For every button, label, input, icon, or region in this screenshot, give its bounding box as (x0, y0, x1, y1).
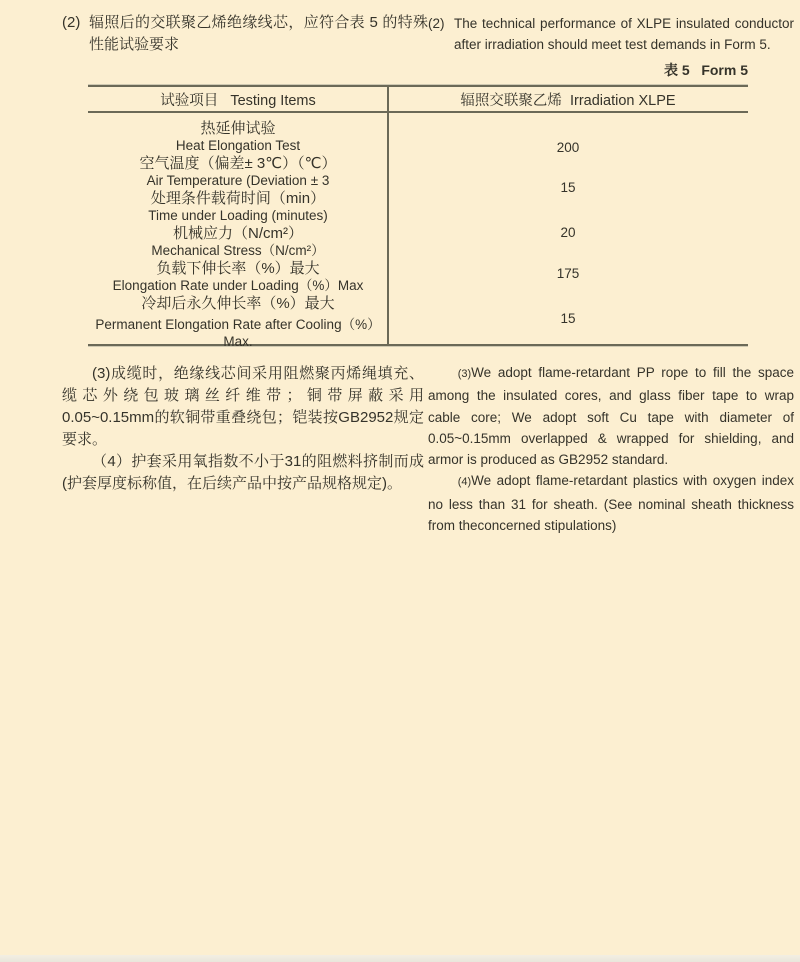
table-value: 15 (560, 180, 576, 195)
note-3-zh (62, 363, 424, 451)
table-value: 200 (556, 140, 580, 155)
row-label-zh: 负载下伸长率（%）最大 (156, 260, 320, 277)
table-body (88, 113, 748, 349)
row-label-en: Time under Loading (minutes) (148, 208, 328, 223)
note-4-zh-marker: （4） (92, 453, 132, 470)
row-label-zh: 空气温度（偏差± 3℃）（℃） (139, 155, 337, 172)
notes-en (428, 362, 794, 536)
note-3-zh-text: 成缆时，绝缘线芯间采用阻燃聚丙烯绳填充、缆芯外绕包玻璃丝纤维带；铜带屏蔽采用0.05~0.15mm的软铜带重叠绕包；铠装按GB2952规定要求。 (62, 365, 424, 448)
clause-2-zh (62, 12, 428, 56)
clause-2-zh-text: 辐照后的交联聚乙烯绝缘线芯，应符合表 5 的特殊性能试验要求 (89, 14, 428, 53)
row-label-en: Mechanical Stress（N/cm²） (151, 243, 325, 258)
note-3-en-marker: (3) (457, 368, 472, 380)
page-bottom-edge (0, 955, 800, 962)
note-3-zh-marker: (3) (92, 365, 111, 382)
table-value: 175 (556, 266, 580, 281)
col-header-irradiation-xlpe: 辐照交联聚乙烯 Irradiation XLPE (460, 92, 676, 109)
table-caption: 表 5 Form 5 (663, 62, 748, 78)
table-row-permanent-elongation (88, 295, 388, 350)
note-4-en (428, 470, 794, 536)
row-label-en: Air Temperature (Deviation ± 3 (146, 173, 330, 188)
note-4-zh-text: 护套采用氧指数不小于31的阻燃料挤制而成(护套厚度标称值，在后续产品中按产品规格规定)。 (62, 453, 425, 492)
row-label-en: Heat Elongation Test (175, 138, 301, 153)
column-divider-line (387, 87, 389, 344)
row-label-en: Elongation Rate under Loading（%）Max (112, 278, 364, 293)
row-label-en: Permanent Elongation Rate after Cooling（%）Max. (95, 317, 381, 349)
table-header-row (88, 87, 748, 113)
row-label-zh: 热延伸试验 (200, 120, 276, 137)
notes-zh (62, 363, 424, 495)
table-value: 15 (560, 311, 576, 326)
note-4-en-marker: (4) (457, 476, 472, 489)
note-3-en (428, 362, 794, 470)
table-row-time-under-loading (88, 190, 388, 224)
note-4-zh (62, 451, 424, 495)
note-3-en-text: We adopt flame-retardant PP rope to fill the space among the insulated cores, and glass fiber tape to wrap cable core; We adopt soft Cu tape with diameter of 0.05~0.15mm overlapped & wrapped for shielding, and armor is produced as GB2952 standard. (428, 365, 794, 468)
clause-2-en (428, 13, 794, 55)
clause-2-zh-marker: (2) (62, 14, 81, 31)
row-label-zh: 处理条件载荷时间（min） (150, 190, 326, 207)
table-row-air-temperature (88, 155, 388, 189)
table-row-heat-elongation (88, 120, 388, 154)
table-row-elongation-under-loading (88, 260, 388, 294)
table-row-mechanical-stress (88, 225, 388, 259)
clause-2-en-text: The technical performance of XLPE insulated conductor after irradiation should meet test demands in Form 5. (454, 16, 794, 52)
testing-items-column (88, 113, 388, 350)
col-header-testing-items: 试验项目 Testing Items (160, 92, 316, 109)
row-label-zh: 机械应力（N/cm²） (173, 225, 303, 242)
spec-table (88, 85, 748, 349)
note-4-en-text: We adopt flame-retardant plastics with oxygen index no less than 31 for sheath. (See nominal sheath thickness from theconcerned stipulations) (428, 473, 794, 534)
clause-2-en-marker: (2) (428, 16, 445, 31)
table-value: 20 (560, 225, 576, 240)
row-label-zh: 冷却后永久伸长率（%）最大 (141, 295, 335, 312)
